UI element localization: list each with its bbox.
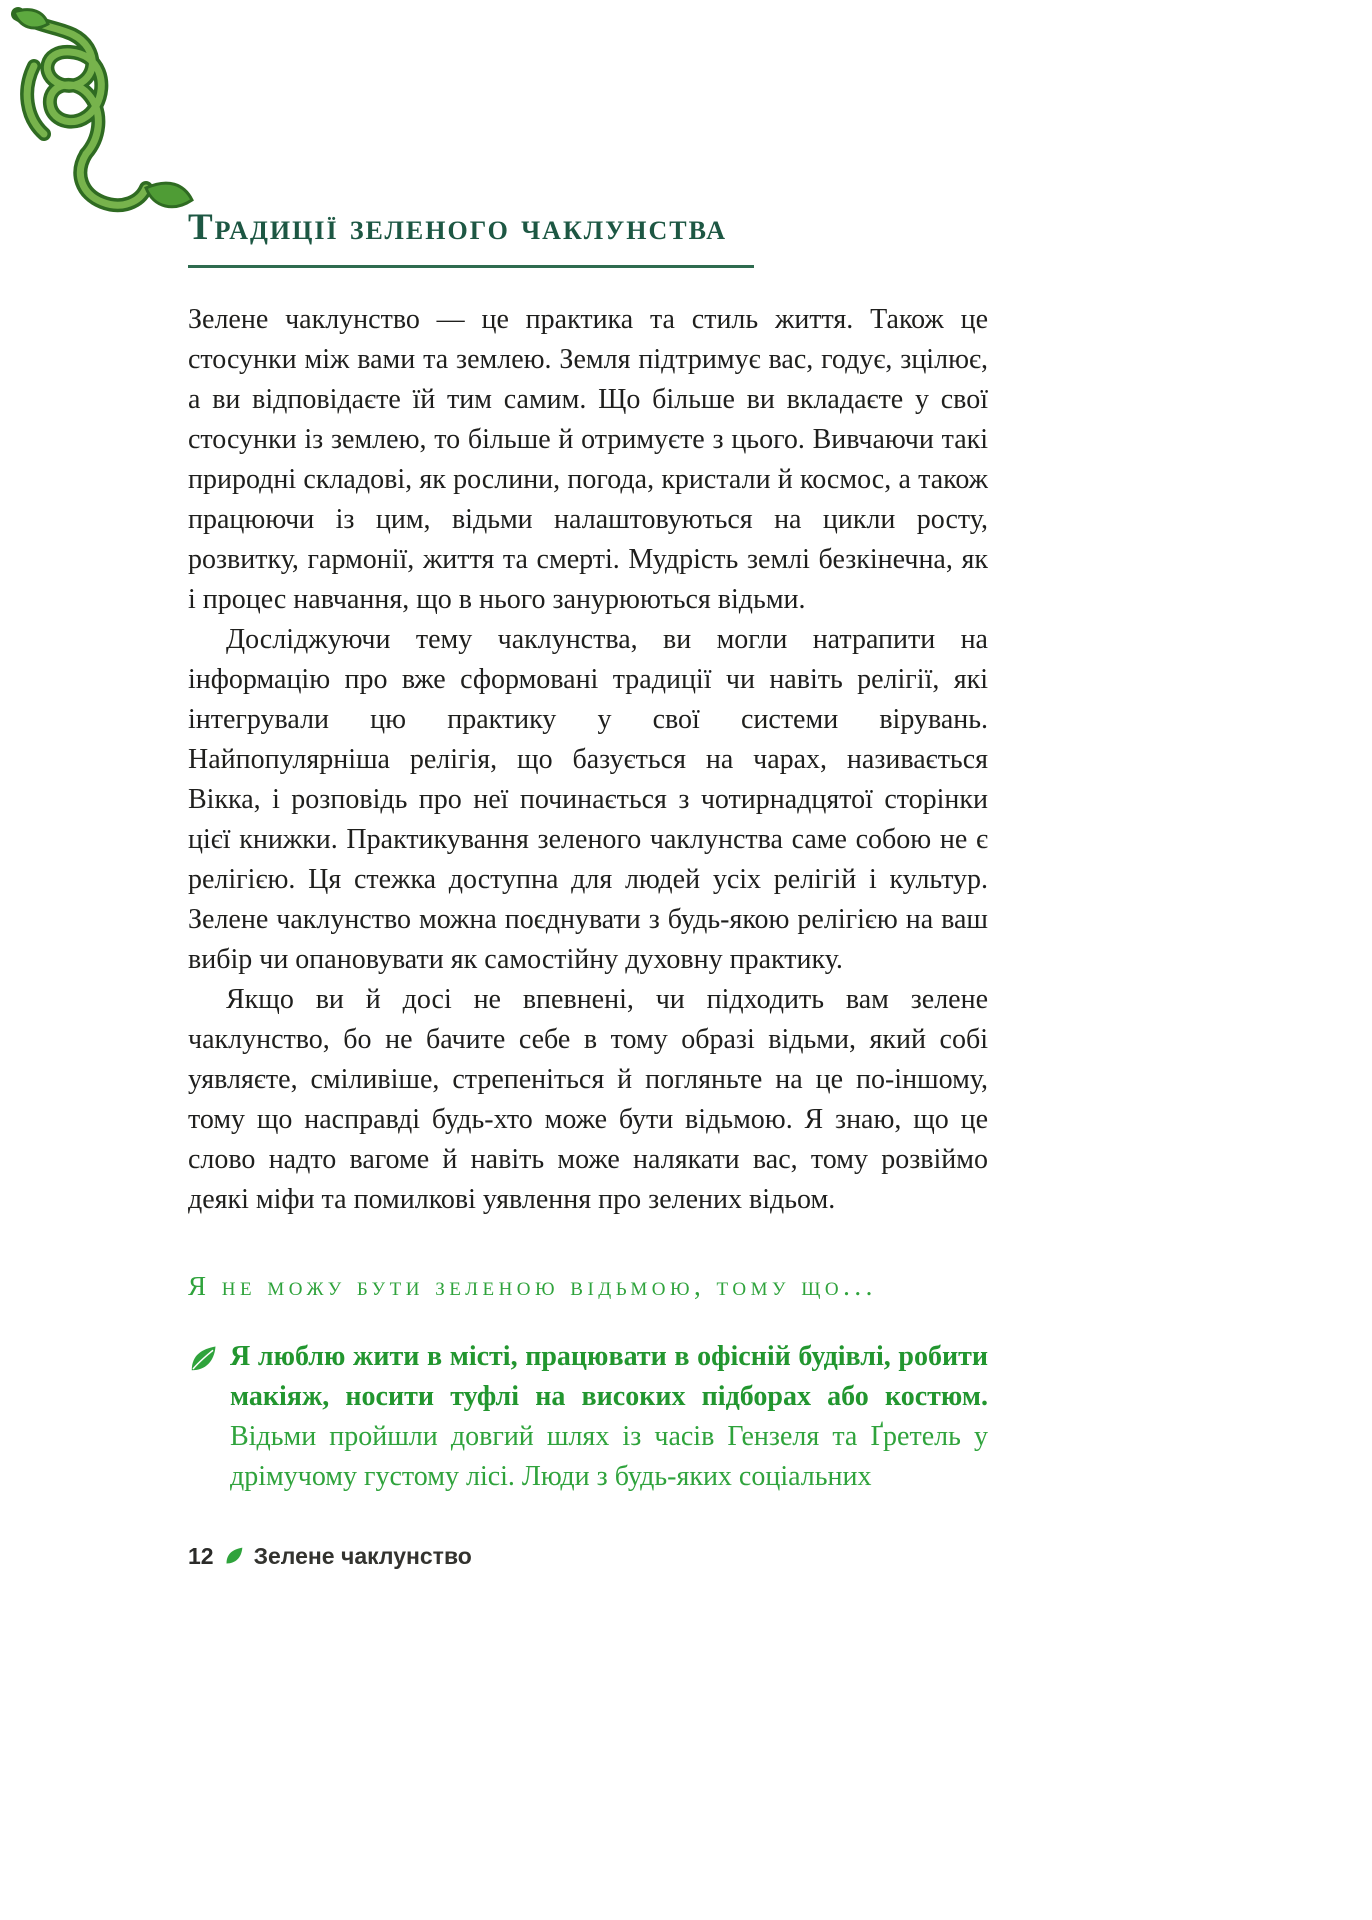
title-underline-rule (188, 265, 754, 268)
bullet-lead-bold: Я люблю жити в місті, працювати в офісній будівлі, робити макіяж, носити туфлі на високих підборах або костюм. (230, 1340, 988, 1412)
footer-leaf-icon (224, 1546, 244, 1566)
page-footer (188, 1543, 988, 1570)
vine-ornament-illustration (4, 6, 194, 226)
page-number: 12 (188, 1542, 214, 1569)
bullet-body: Відьми пройшли довгий шлях із часів Гензеля та Ґретель у дрімучому густому лісі. Люди з будь-яких соціальних (230, 1420, 988, 1492)
bullet-item (188, 1337, 988, 1497)
footer-book-title: Зелене чаклунство (253, 1542, 472, 1569)
paragraph-3: Якщо ви й досі не впевнені, чи підходить вам зелене чаклунство, бо не бачите себе в тому образі відьми, який собі уявляєте, сміливіше, стрепеніться й погляньте на це по-іншому, тому що насправді будь-хто може бути відьмою. Я знаю, що це слово надто вагоме й навіть може налякати вас, тому розвіймо деякі міфи та помилкові уявлення про зелених відьом. (188, 984, 988, 1216)
leaf-icon (188, 1344, 218, 1374)
page-content (188, 208, 988, 1570)
page-title: Традиції зеленого чаклунства (188, 207, 728, 248)
body-text-block (188, 300, 988, 1221)
paragraph-2: Досліджуючи тему чаклунства, ви могли натрапити на інформацію про вже сформовані традиції чи навіть релігії, які інтегрували цю практику у свої системи вірувань. Найпопулярніша релігія, що базується на чарах, називається Вікка, і розповідь про неї починається з чотирнадцятої сторінки цієї книжки. Практикування зеленого чаклунства саме собою не є релігією. Ця стежка доступна для людей усіх релігій і культур. Зелене чаклунство можна поєднувати з будь-якою релігією на ваш вибір чи опановувати як самостійну духовну практику. (188, 623, 988, 976)
section-heading: Я не можу бути зеленою відьмою, тому що... (188, 1271, 877, 1302)
bullet-text (230, 1337, 988, 1497)
paragraph-1: Зелене чаклунство — це практика та стиль життя. Також це стосунки між вами та землею. Земля підтримує вас, годує, зцілює, а ви відповідаєте їй тим самим. Що більше ви вкладаєте у свої стосунки із землею, то більше й отримуєте з цього. Вивчаючи такі природні складові, як рослини, погода, кристали й космос, а також працюючи із цим, відьми налаштовуються на цикли росту, розвитку, гармонії, життя та смерті. Мудрість землі безкінечна, як і процес навчання, що в нього занурюються відьми. (188, 303, 988, 615)
